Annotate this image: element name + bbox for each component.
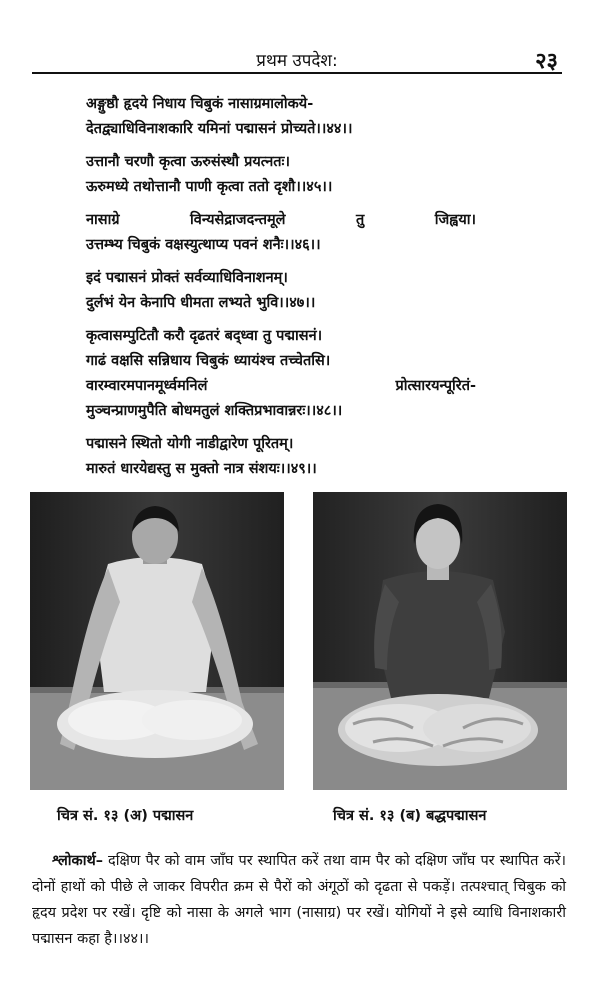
page-number: २३ <box>535 49 558 74</box>
verse-line: देतद्व्याधिविनाशकारि यमिनां पद्मासनं प्रोच्यते।।४४।। <box>86 121 353 137</box>
verse-line: कृत्वासम्पुटितौ करौ दृढतरं बद्ध्वा तु पद्मासनं। <box>86 328 323 344</box>
verse-49 <box>86 432 476 482</box>
verse-line: उत्तानौ चरणौ कृत्वा ऊरुसंस्थौ प्रयत्नतः। <box>86 154 290 170</box>
padmasana-figure <box>30 492 284 790</box>
meaning-label: श्लोकार्थ– <box>52 853 103 869</box>
figure-caption-right: चित्र सं. १३ (ब) बद्धपद्मासन <box>333 808 487 824</box>
verse-line: मारुतं धारयेद्यस्तु स मुक्तो नात्र संशयः।।४९।। <box>86 461 317 477</box>
verse-48 <box>86 324 476 424</box>
verse-line: वारम्वारमपानमूर्ध्वमनिलं प्रोत्सारयन्पूरितं- <box>86 378 476 394</box>
verse-line: ऊरुमध्ये तथोत्तानौ पाणी कृत्वा ततो दृशौ।।४५।। <box>86 179 333 195</box>
verse-line: उत्तम्भ्य चिबुकं वक्षस्युत्थाप्य पवनं शनैः।।४६।। <box>86 237 321 253</box>
chapter-title: प्रथम उपदेश: <box>256 51 338 71</box>
baddha-padmasana-figure <box>313 492 567 790</box>
verse-line: दुर्लभं येन केनापि धीमता लभ्यते भुवि।।४७।। <box>86 295 316 311</box>
figure-caption-left: चित्र सं. १३ (अ) पद्मासन <box>57 808 194 824</box>
verse-line: नासाग्रे विन्यसेद्राजदन्तमूले तु जिह्वया। <box>86 212 476 228</box>
verse-46 <box>86 208 476 258</box>
verse-block <box>86 92 476 490</box>
verse-45 <box>86 150 476 200</box>
header-rule <box>32 72 562 74</box>
meaning-text: दक्षिण पैर को वाम जाँघ पर स्थापित करें तथा वाम पैर को दक्षिण जाँघ पर स्थापित करें। दोनों हाथों को पीछे ले जाकर विपरीत क्रम से पैरों को अंगूठों को दृढता से पकड़ें। तत्पश्चात् चिबुक को हृदय प्रदेश पर रखें। दृष्टि को नासा के अगले भाग (नासाग्र) पर रखें। योगियों ने इसे व्याधि विनाशकारी पद्मासन कहा है।।४४।। <box>32 853 566 947</box>
verse-47 <box>86 266 476 316</box>
verse-line: मुञ्चन्प्राणमुपैति बोधमतुलं शक्तिप्रभावान्नरः।।४८।। <box>86 403 343 419</box>
verse-meaning <box>32 848 566 952</box>
verse-line: पद्मासने स्थितो योगी नाडीद्वारेण पूरितम्। <box>86 436 294 452</box>
photo-baddha-padmasana <box>313 492 567 790</box>
verse-line: गाढं वक्षसि सन्निधाय चिबुकं ध्यायंश्च तच्चेतसि। <box>86 353 331 369</box>
photo-padmasana <box>30 492 284 790</box>
verse-44 <box>86 92 476 142</box>
verse-line: इदं पद्मासनं प्रोक्तं सर्वव्याधिविनाशनम्। <box>86 270 288 286</box>
verse-line: अङ्गुष्ठौ हृदये निधाय चिबुकं नासाग्रमालोकये- <box>86 96 314 112</box>
page-header <box>32 38 562 74</box>
